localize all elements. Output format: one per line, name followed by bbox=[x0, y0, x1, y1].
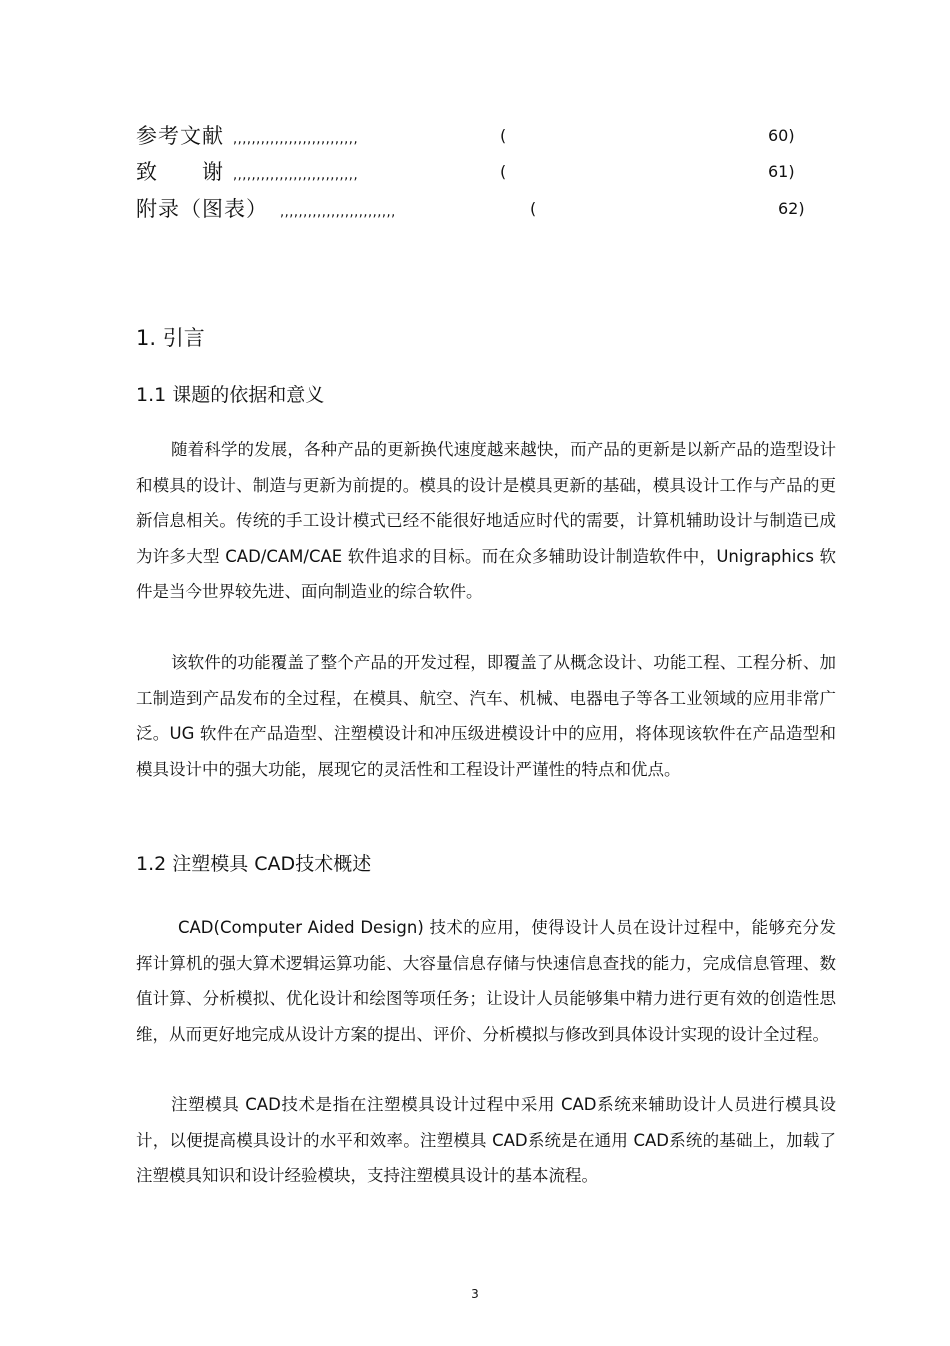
paragraph-1-2-a: CAD(Computer Aided Design) 技术的应用，使得设计人员在设计过程中，能够充分发挥计算机的强大算术逻辑运算功能、大容量信息存储与快速信息查找的能力，完成信息管理、数值计算、分析模拟、优化设计和绘图等项任务；让设计人员能够集中精力进行更有效的创造性思维，从而更好地完成从设计方案的提出、评价、分析模拟与修改到具体设计实现的设计全过程。 bbox=[136, 918, 836, 1044]
toc-entry-title: 附录（图表） bbox=[136, 197, 268, 221]
toc-leader-dots: ,,,,,,,,,,,,,,,,,,,,,,,,, bbox=[280, 205, 396, 220]
page-number: 3 bbox=[471, 1287, 479, 1301]
subsection-heading-1-1: 1.1 课题的依据和意义 bbox=[136, 384, 325, 406]
toc-entry-acknowledgements[interactable] bbox=[0, 156, 950, 190]
toc-page-number: 62) bbox=[778, 199, 805, 218]
toc-entry-title: 致 谢 bbox=[136, 160, 224, 184]
toc-entry-references[interactable] bbox=[0, 120, 950, 154]
toc-entry-title: 参考文献 bbox=[136, 124, 224, 148]
toc-open-paren: ( bbox=[500, 126, 507, 145]
paragraph-1-2-b: 注塑模具 CAD技术是指在注塑模具设计过程中采用 CAD系统来辅助设计人员进行模具设计，以便提高模具设计的水平和效率。注塑模具 CAD系统是在通用 CAD系统的基础上，加载了注塑模具知识和设计经验模块，支持注塑模具设计的基本流程。 bbox=[136, 1095, 836, 1185]
subsection-heading-1-2: 1.2 注塑模具 CAD技术概述 bbox=[136, 853, 372, 875]
paragraph-1-1-b: 该软件的功能覆盖了整个产品的开发过程，即覆盖了从概念设计、功能工程、工程分析、加工制造到产品发布的全过程，在模具、航空、汽车、机械、电器电子等各工业领域的应用非常广泛。UG 软件在产品造型、注塑模设计和冲压级进模设计中的应用，将体现该软件在产品造型和模具设计中的强大功能，展现它的灵活性和工程设计严谨性的特点和优点。 bbox=[136, 653, 836, 779]
toc-page-number: 61) bbox=[768, 162, 795, 181]
toc-leader-dots: ,,,,,,,,,,,,,,,,,,,,,,,,,,, bbox=[233, 132, 359, 147]
toc-open-paren: ( bbox=[530, 199, 537, 218]
toc-page-number: 60) bbox=[768, 126, 795, 145]
toc-entry-appendix[interactable] bbox=[0, 193, 950, 227]
toc-open-paren: ( bbox=[500, 162, 507, 181]
paragraph-1-1-a: 随着科学的发展，各种产品的更新换代速度越来越快，而产品的更新是以新产品的造型设计和模具的设计、制造与更新为前提的。模具的设计是模具更新的基础，模具设计工作与产品的更新信息相关。传统的手工设计模式已经不能很好地适应时代的需要，计算机辅助设计与制造已成为许多大型 CAD/CAM/CAE 软件追求的目标。而在众多辅助设计制造软件中，Unigraphics 软件是当今世界较先进、面向制造业的综合软件。 bbox=[136, 440, 836, 601]
section-heading-introduction: 1. 引言 bbox=[136, 326, 205, 350]
toc-leader-dots: ,,,,,,,,,,,,,,,,,,,,,,,,,,, bbox=[233, 168, 359, 183]
